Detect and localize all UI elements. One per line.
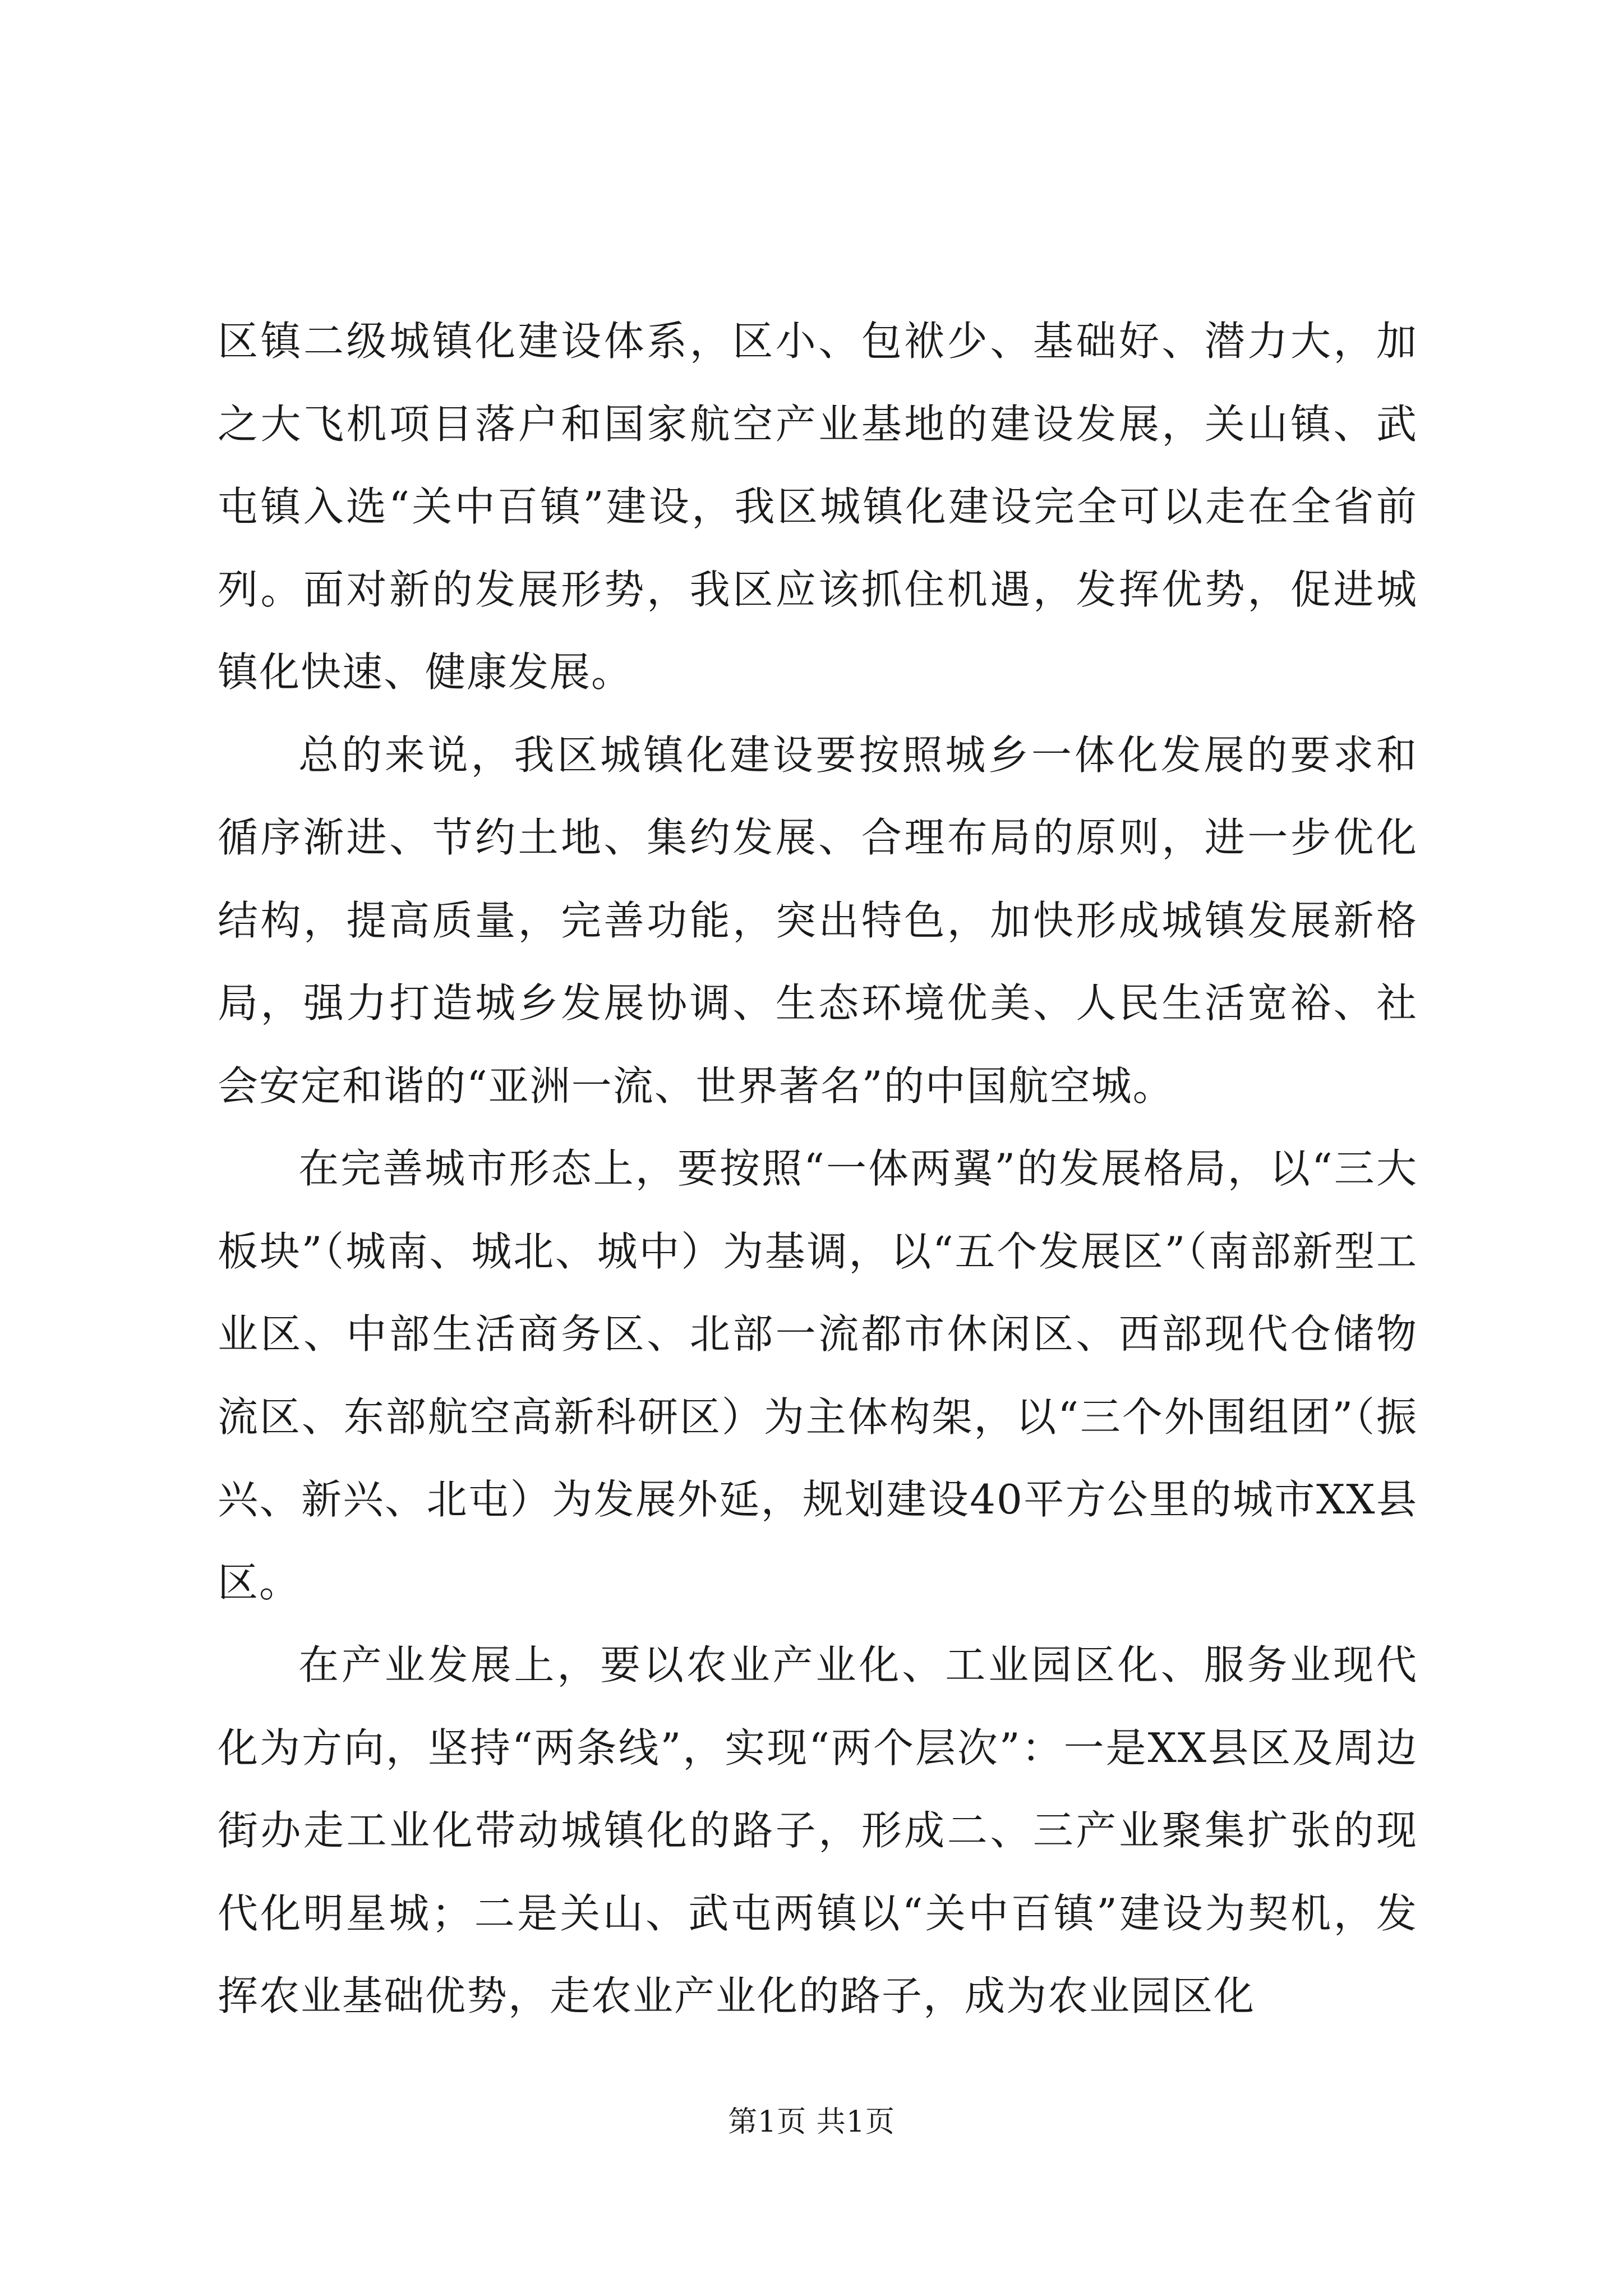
document-body xyxy=(218,300,1418,2038)
paragraph-3: 在完善城市形态上，要按照“一体两翼”的发展格局，以“三大板块”（城南、城北、城中）为基调，以“五个发展区”（南部新型工业区、中部生活商务区、北部一流都市休闲区、西部现代仓储物流区、东部航空高新科研区）为主体构架，以“三个外围组团”（振兴、新兴、北屯）为发展外延，规划建设40平方公里的城市XX县区。 xyxy=(218,1145,1418,1606)
paragraph-4: 在产业发展上，要以农业产业化、工业园区化、服务业现代化为方向，坚持“两条线”，实现“两个层次”：一是XX县区及周边街办走工业化带动城镇化的路子，形成二、三产业聚集扩张的现代化明星城；二是关山、武屯两镇以“关中百镇”建设为契机，发挥农业基础优势，走农业产业化的路子，成为农业园区化 xyxy=(218,1641,1418,2019)
paragraph-2: 总的来说，我区城镇化建设要按照城乡一体化发展的要求和循序渐进、节约土地、集约发展、合理布局的原则，进一步优化结构，提高质量，完善功能，突出特色，加快形成城镇发展新格局，强力打造城乡发展协调、生态环境优美、人民生活宽裕、社会安定和谐的“亚洲一流、世界著名”的中国航空城。 xyxy=(218,731,1418,1110)
page-footer: 第1页 共1页 xyxy=(728,2105,895,2139)
paragraph-1: 区镇二级城镇化建设体系，区小、包袱少、基础好、潜力大，加之大飞机项目落户和国家航空产业基地的建设发展，关山镇、武屯镇入选“关中百镇”建设，我区城镇化建设完全可以走在全省前列。面对新的发展形势，我区应该抓住机遇，发挥优势，促进城镇化快速、健康发展。 xyxy=(218,318,1418,696)
